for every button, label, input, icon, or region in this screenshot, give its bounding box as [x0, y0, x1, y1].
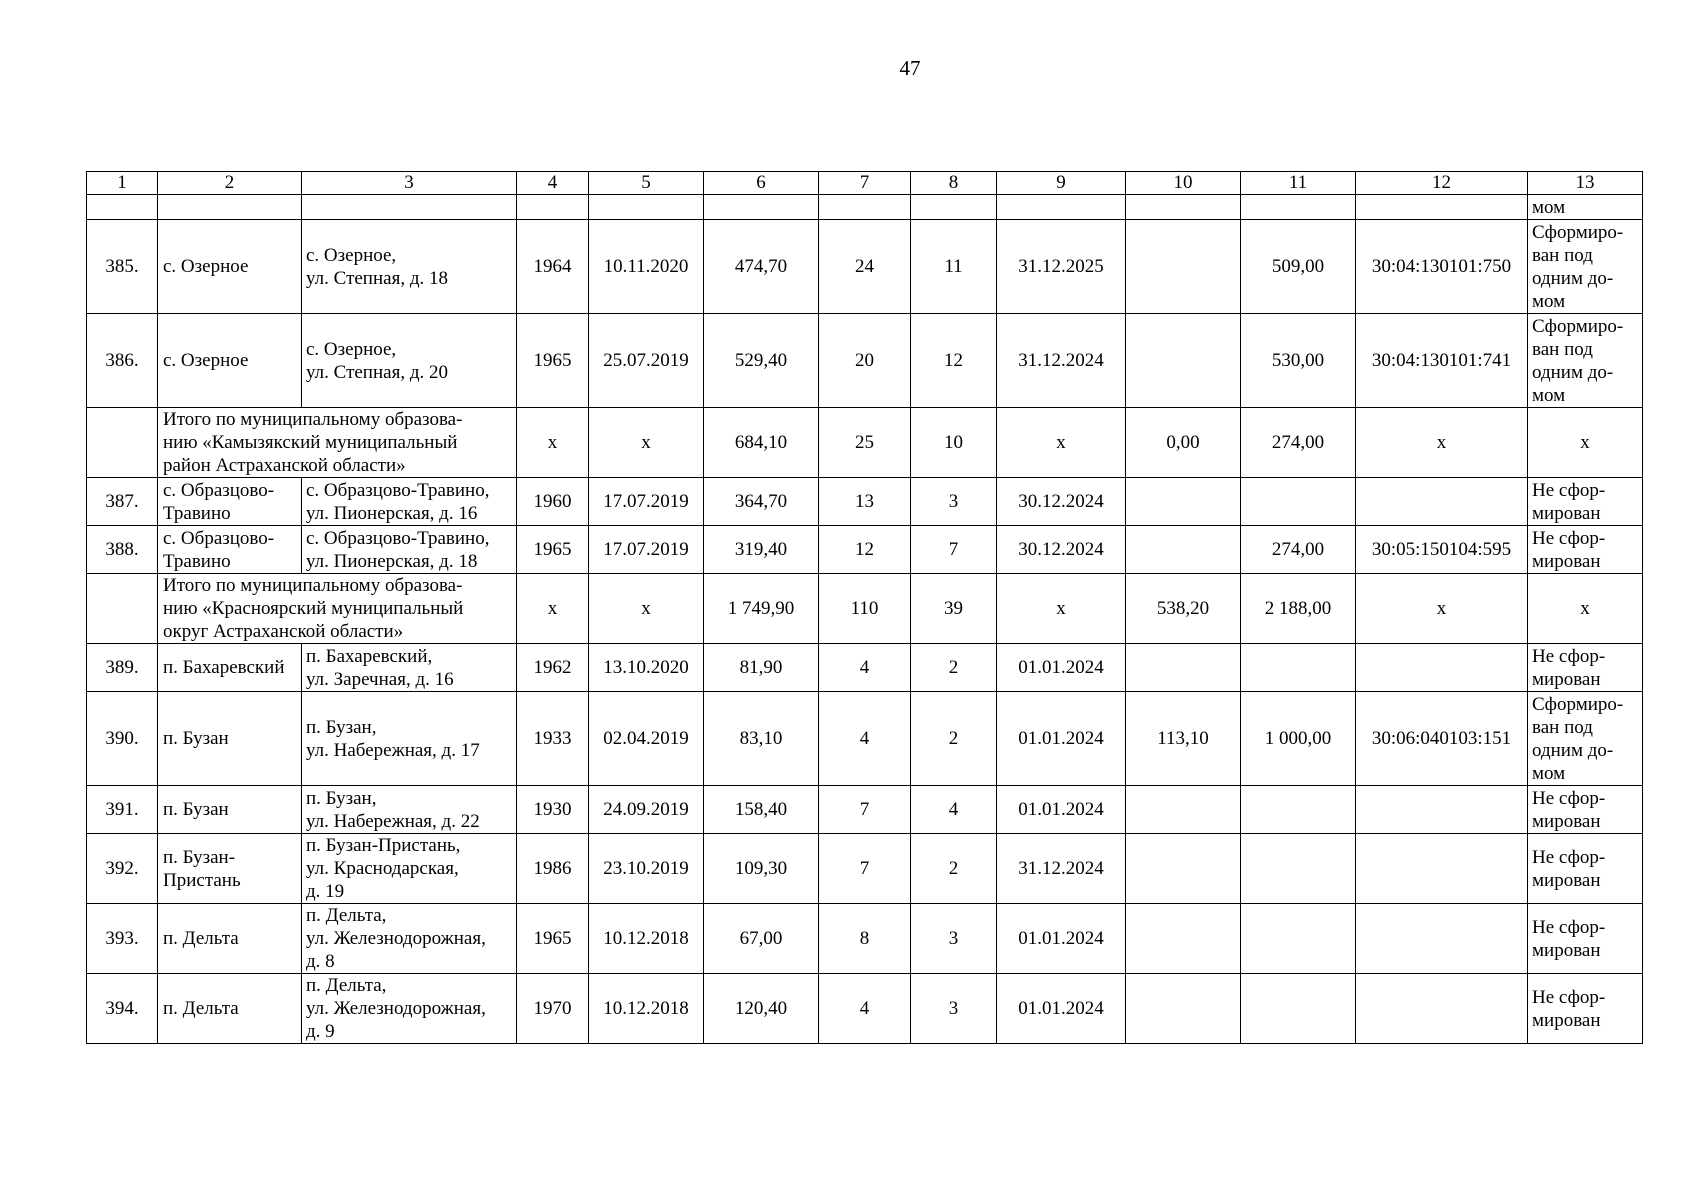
cadastre-cell	[1356, 834, 1528, 904]
col10-cell	[1126, 904, 1241, 974]
col10-cell	[1126, 220, 1241, 314]
deadline-cell: 31.12.2024	[997, 834, 1126, 904]
settlement-cell: п. Бузан- Пристань	[158, 834, 302, 904]
total-col7-cell: 25	[819, 408, 911, 478]
address-cell: п. Бузан, ул. Набережная, д. 17	[302, 692, 517, 786]
year-cell: 1930	[517, 786, 589, 834]
deadline-cell: 01.01.2024	[997, 974, 1126, 1044]
date-cell: 23.10.2019	[589, 834, 704, 904]
empty-cell	[911, 195, 997, 220]
address-cell: с. Образцово-Травино, ул. Пионерская, д. 16	[302, 478, 517, 526]
column-number-3: 3	[302, 172, 517, 195]
table-row	[87, 834, 1643, 904]
col10-cell	[1126, 786, 1241, 834]
column-number-12: 12	[1356, 172, 1528, 195]
deadline-cell: 30.12.2024	[997, 526, 1126, 574]
note-cell: мом	[1528, 195, 1643, 220]
table-row	[87, 220, 1643, 314]
total-label: Итого по муниципальному образова- нию «Камызякский муниципальный район Астраханской области»	[158, 408, 517, 478]
column-number-7: 7	[819, 172, 911, 195]
total-area-cell: 684,10	[704, 408, 819, 478]
col7-cell: 4	[819, 692, 911, 786]
total-deadline-cell: х	[997, 574, 1126, 644]
year-cell: 1964	[517, 220, 589, 314]
deadline-cell: 01.01.2024	[997, 644, 1126, 692]
col7-cell: 4	[819, 974, 911, 1044]
note-cell: Не сфор- мирован	[1528, 786, 1643, 834]
total-cadastre-cell: х	[1356, 574, 1528, 644]
date-cell: 10.12.2018	[589, 904, 704, 974]
col8-cell: 3	[911, 974, 997, 1044]
empty-cell	[1356, 195, 1528, 220]
empty-cell	[997, 195, 1126, 220]
empty-cell	[1241, 195, 1356, 220]
year-cell: 1986	[517, 834, 589, 904]
empty-cell	[302, 195, 517, 220]
col11-cell: 530,00	[1241, 314, 1356, 408]
column-number-10: 10	[1126, 172, 1241, 195]
note-cell: Не сфор- мирован	[1528, 478, 1643, 526]
total-cadastre-cell: х	[1356, 408, 1528, 478]
date-cell: 17.07.2019	[589, 478, 704, 526]
date-cell: 10.11.2020	[589, 220, 704, 314]
col8-cell: 2	[911, 644, 997, 692]
address-cell: п. Бузан, ул. Набережная, д. 22	[302, 786, 517, 834]
col10-cell	[1126, 526, 1241, 574]
empty-cell	[1126, 195, 1241, 220]
col10-cell	[1126, 834, 1241, 904]
note-cell: Не сфор- мирован	[1528, 644, 1643, 692]
area-cell: 83,10	[704, 692, 819, 786]
address-cell: п. Бахаревский, ул. Заречная, д. 16	[302, 644, 517, 692]
cadastre-cell	[1356, 974, 1528, 1044]
settlement-cell: п. Дельта	[158, 904, 302, 974]
total-note-cell: х	[1528, 408, 1643, 478]
settlement-cell: п. Бузан	[158, 692, 302, 786]
col8-cell: 11	[911, 220, 997, 314]
area-cell: 109,30	[704, 834, 819, 904]
area-cell: 81,90	[704, 644, 819, 692]
deadline-cell: 30.12.2024	[997, 478, 1126, 526]
deadline-cell: 31.12.2025	[997, 220, 1126, 314]
column-number-1: 1	[87, 172, 158, 195]
table-row	[87, 786, 1643, 834]
empty-cell	[819, 195, 911, 220]
deadline-cell: 31.12.2024	[997, 314, 1126, 408]
total-col11-cell: 2 188,00	[1241, 574, 1356, 644]
total-date-cell: х	[589, 574, 704, 644]
row-number-cell: 393.	[87, 904, 158, 974]
year-cell: 1962	[517, 644, 589, 692]
col8-cell: 12	[911, 314, 997, 408]
year-cell: 1965	[517, 314, 589, 408]
address-cell: п. Бузан-Пристань, ул. Краснодарская, д. 19	[302, 834, 517, 904]
total-area-cell: 1 749,90	[704, 574, 819, 644]
date-cell: 13.10.2020	[589, 644, 704, 692]
column-number-6: 6	[704, 172, 819, 195]
registry-table	[86, 171, 1643, 1044]
settlement-cell: с. Озерное	[158, 220, 302, 314]
empty-cell	[704, 195, 819, 220]
address-cell: с. Образцово-Травино, ул. Пионерская, д. 18	[302, 526, 517, 574]
col8-cell: 3	[911, 478, 997, 526]
col11-cell	[1241, 974, 1356, 1044]
table-row	[87, 904, 1643, 974]
address-cell: с. Озерное, ул. Степная, д. 20	[302, 314, 517, 408]
note-cell: Сформиро- ван под одним до- мом	[1528, 692, 1643, 786]
col8-cell: 7	[911, 526, 997, 574]
settlement-cell: п. Бузан	[158, 786, 302, 834]
address-cell: п. Дельта, ул. Железнодорожная, д. 9	[302, 974, 517, 1044]
empty-cell	[517, 195, 589, 220]
cadastre-cell: 30:06:040103:151	[1356, 692, 1528, 786]
cadastre-cell	[1356, 478, 1528, 526]
date-cell: 25.07.2019	[589, 314, 704, 408]
col10-cell	[1126, 314, 1241, 408]
cadastre-cell: 30:04:130101:741	[1356, 314, 1528, 408]
col10-cell	[1126, 478, 1241, 526]
total-year-cell: х	[517, 574, 589, 644]
column-number-8: 8	[911, 172, 997, 195]
row-number-cell: 385.	[87, 220, 158, 314]
note-cell: Не сфор- мирован	[1528, 974, 1643, 1044]
column-number-5: 5	[589, 172, 704, 195]
deadline-cell: 01.01.2024	[997, 904, 1126, 974]
row-number-cell: 392.	[87, 834, 158, 904]
area-cell: 120,40	[704, 974, 819, 1044]
year-cell: 1933	[517, 692, 589, 786]
date-cell: 02.04.2019	[589, 692, 704, 786]
address-cell: с. Озерное, ул. Степная, д. 18	[302, 220, 517, 314]
total-col10-cell: 538,20	[1126, 574, 1241, 644]
year-cell: 1965	[517, 526, 589, 574]
note-cell: Не сфор- мирован	[1528, 904, 1643, 974]
col10-cell: 113,10	[1126, 692, 1241, 786]
area-cell: 474,70	[704, 220, 819, 314]
settlement-cell: с. Образцово- Травино	[158, 478, 302, 526]
column-number-2: 2	[158, 172, 302, 195]
total-date-cell: х	[589, 408, 704, 478]
column-number-11: 11	[1241, 172, 1356, 195]
col7-cell: 7	[819, 834, 911, 904]
row-number-cell: 390.	[87, 692, 158, 786]
year-cell: 1965	[517, 904, 589, 974]
total-col10-cell: 0,00	[1126, 408, 1241, 478]
table-row	[87, 974, 1643, 1044]
page-number: 47	[899, 56, 921, 80]
col11-cell	[1241, 834, 1356, 904]
area-cell: 529,40	[704, 314, 819, 408]
empty-cell	[589, 195, 704, 220]
total-deadline-cell: х	[997, 408, 1126, 478]
date-cell: 24.09.2019	[589, 786, 704, 834]
cadastre-cell	[1356, 644, 1528, 692]
deadline-cell: 01.01.2024	[997, 692, 1126, 786]
col7-cell: 13	[819, 478, 911, 526]
total-note-cell: х	[1528, 574, 1643, 644]
row-number-cell: 391.	[87, 786, 158, 834]
settlement-cell: с. Образцово- Травино	[158, 526, 302, 574]
table-row	[87, 478, 1643, 526]
area-cell: 319,40	[704, 526, 819, 574]
col10-cell	[1126, 974, 1241, 1044]
total-col8-cell: 39	[911, 574, 997, 644]
year-cell: 1960	[517, 478, 589, 526]
row-number-cell: 386.	[87, 314, 158, 408]
col7-cell: 8	[819, 904, 911, 974]
settlement-cell: п. Бахаревский	[158, 644, 302, 692]
empty-cell	[87, 574, 158, 644]
col11-cell	[1241, 644, 1356, 692]
col11-cell: 1 000,00	[1241, 692, 1356, 786]
col7-cell: 12	[819, 526, 911, 574]
col8-cell: 2	[911, 834, 997, 904]
row-number-cell: 389.	[87, 644, 158, 692]
table-row	[87, 526, 1643, 574]
column-number-13: 13	[1528, 172, 1643, 195]
col8-cell: 3	[911, 904, 997, 974]
deadline-cell: 01.01.2024	[997, 786, 1126, 834]
note-cell: Сформиро- ван под одним до- мом	[1528, 314, 1643, 408]
empty-cell	[87, 408, 158, 478]
settlement-cell: п. Дельта	[158, 974, 302, 1044]
column-number-9: 9	[997, 172, 1126, 195]
empty-cell	[87, 195, 158, 220]
total-year-cell: х	[517, 408, 589, 478]
settlement-cell: с. Озерное	[158, 314, 302, 408]
note-cell: Сформиро- ван под одним до- мом	[1528, 220, 1643, 314]
address-cell: п. Дельта, ул. Железнодорожная, д. 8	[302, 904, 517, 974]
total-col7-cell: 110	[819, 574, 911, 644]
year-cell: 1970	[517, 974, 589, 1044]
col11-cell	[1241, 786, 1356, 834]
cadastre-cell: 30:05:150104:595	[1356, 526, 1528, 574]
total-row	[87, 408, 1643, 478]
cadastre-cell: 30:04:130101:750	[1356, 220, 1528, 314]
area-cell: 67,00	[704, 904, 819, 974]
row-number-cell: 387.	[87, 478, 158, 526]
col11-cell	[1241, 478, 1356, 526]
col11-cell: 509,00	[1241, 220, 1356, 314]
total-label: Итого по муниципальному образова- нию «Красноярский муниципальный округ Астраханской области»	[158, 574, 517, 644]
col10-cell	[1126, 644, 1241, 692]
cadastre-cell	[1356, 786, 1528, 834]
empty-cell	[158, 195, 302, 220]
total-row	[87, 574, 1643, 644]
cadastre-cell	[1356, 904, 1528, 974]
note-cell: Не сфор- мирован	[1528, 526, 1643, 574]
table-row	[87, 314, 1643, 408]
continuation-row	[87, 195, 1643, 220]
column-number-4: 4	[517, 172, 589, 195]
row-number-cell: 394.	[87, 974, 158, 1044]
note-cell: Не сфор- мирован	[1528, 834, 1643, 904]
col11-cell	[1241, 904, 1356, 974]
col7-cell: 4	[819, 644, 911, 692]
col7-cell: 24	[819, 220, 911, 314]
column-number-row	[87, 172, 1643, 195]
col8-cell: 2	[911, 692, 997, 786]
col7-cell: 20	[819, 314, 911, 408]
col11-cell: 274,00	[1241, 526, 1356, 574]
row-number-cell: 388.	[87, 526, 158, 574]
area-cell: 158,40	[704, 786, 819, 834]
date-cell: 17.07.2019	[589, 526, 704, 574]
total-col11-cell: 274,00	[1241, 408, 1356, 478]
table-body	[87, 172, 1643, 1044]
table-row	[87, 692, 1643, 786]
table-row	[87, 644, 1643, 692]
area-cell: 364,70	[704, 478, 819, 526]
col8-cell: 4	[911, 786, 997, 834]
col7-cell: 7	[819, 786, 911, 834]
date-cell: 10.12.2018	[589, 974, 704, 1044]
total-col8-cell: 10	[911, 408, 997, 478]
